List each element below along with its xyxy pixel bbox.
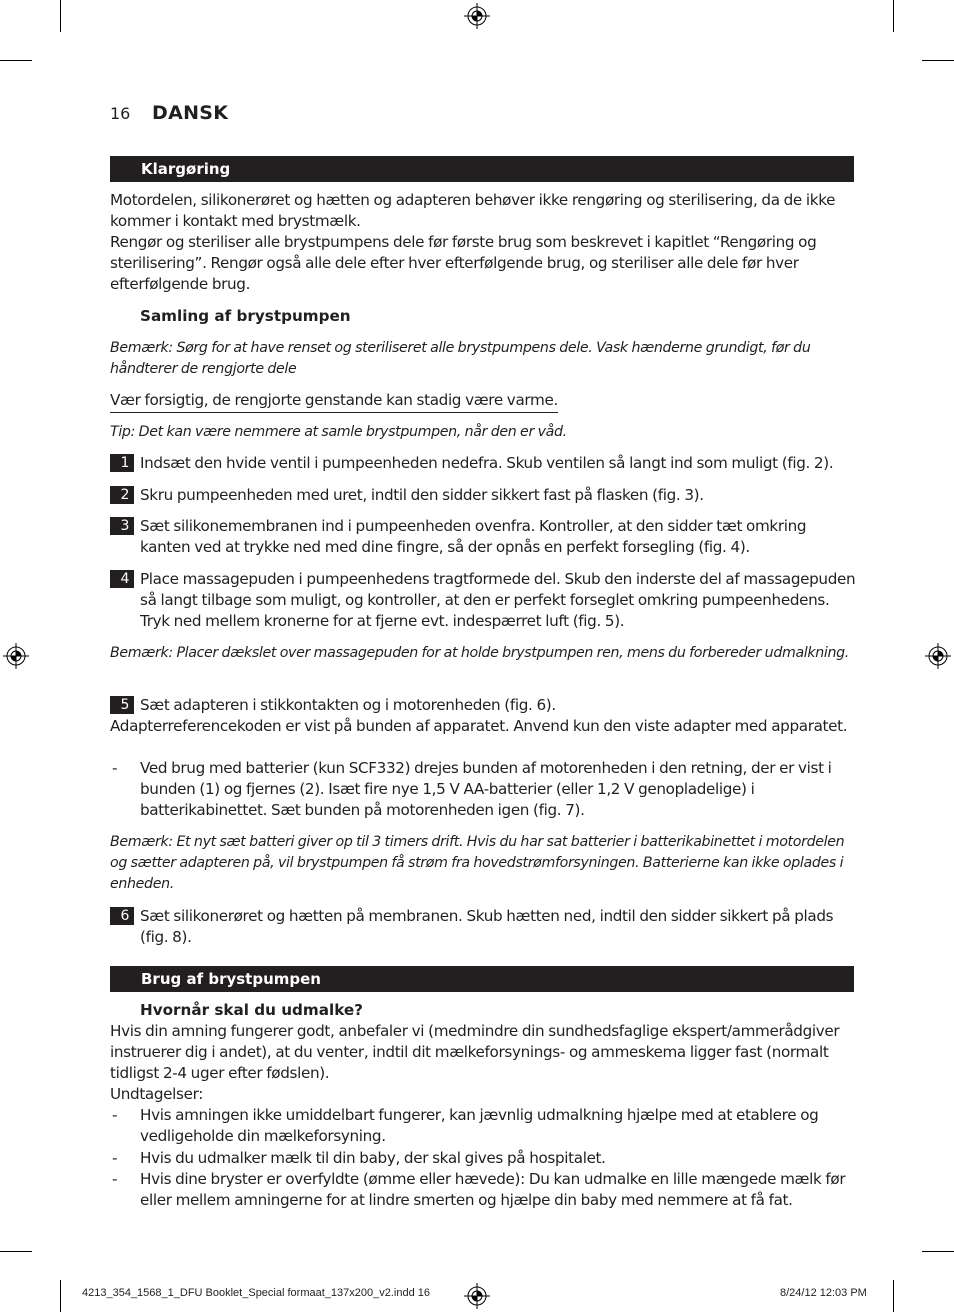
adapter-info: Adapterreferencekoden er vist på bunden af apparatet. Anvend kun den viste adapter med apparatet. (110, 717, 848, 735)
page-language-title: DANSK (152, 102, 229, 124)
list-item-text: Hvis dine bryster er overfyldte (ømme eller hævede): Du kan udmalke en lille mængede mælk før eller mellem amningerne for at lindre smerten og hjælpe din baby med nemmere at få fat. (140, 1170, 846, 1209)
step-number: 2 (110, 486, 134, 504)
list-item (110, 1105, 858, 1147)
bullet-dash: - (112, 759, 118, 777)
step-6 (110, 906, 858, 948)
when-paragraph: Hvis din amning fungerer godt, anbefaler vi (medmindre din sundhedsfaglige ekspert/ammerådgiver instruerer dig i andet), at du venter, indtil dit mælkeforsynings- og ammeskema ligger fast (normalt tidligst 2-4 uger efter fødslen). (110, 1022, 840, 1082)
footer-date: 8/24/12 12:03 PM (780, 1287, 867, 1299)
crop-mark (0, 1251, 32, 1252)
crop-mark (922, 1251, 954, 1252)
crop-mark (0, 60, 32, 61)
section-heading-klargoring: Klargøring (110, 156, 854, 182)
step-number: 1 (110, 454, 134, 472)
warning-hot-parts: Vær forsigtig, de rengjorte genstande kan stadig være varme. (110, 390, 558, 413)
step-text: Indsæt den hvide ventil i pumpeenheden nedefra. Skub ventilen så langt ind som muligt (fig. 2). (140, 454, 834, 472)
intro-paragraph: Motordelen, silikonerøret og hætten og adapteren behøver ikke rengøring og sterilisering, da de ikke kommer i kontakt med brystmælk. (110, 191, 836, 230)
list-item-batteries (110, 758, 858, 821)
crop-mark (893, 1280, 894, 1312)
section-heading-brug: Brug af brystpumpen (110, 966, 854, 992)
page-number: 16 (110, 104, 131, 123)
note-clean-parts: Bemærk: Sørg for at have renset og steriliseret alle brystpumpens dele. Vask hænderne grundigt, før du håndterer de rengjorte dele (110, 340, 811, 377)
registration-mark-icon (925, 643, 951, 669)
step-text: Sæt adapteren i stikkontakten og i motorenheden (fig. 6). (140, 696, 556, 714)
list-item-text: Hvis amningen ikke umiddelbart fungerer, kan jævnlig udmalkning hjælpe med at etablere og vedligeholde din mælkeforsyning. (140, 1106, 819, 1145)
step-text: Skru pumpeenheden med uret, indtil den sidder sikkert fast på flasken (fig. 3). (140, 486, 704, 504)
crop-mark (922, 60, 954, 61)
bullet-dash: - (112, 1170, 118, 1188)
subheading-when: Hvornår skal du udmalke? (140, 1001, 363, 1019)
registration-mark-icon (464, 1283, 490, 1309)
bullet-dash: - (112, 1149, 118, 1167)
step-text: Sæt silikonerøret og hætten på membranen. Skub hætten ned, indtil den sidder sikkert på plads (fig. 8). (140, 907, 834, 946)
subheading-assembly: Samling af brystpumpen (140, 307, 351, 325)
registration-mark-icon (464, 3, 490, 29)
bullet-dash: - (112, 1106, 118, 1124)
intro-paragraph-2: Rengør og steriliser alle brystpumpens dele før første brug som beskrevet i kapitlet “Rengøring og sterilisering”. Rengør også alle dele efter hver efterfølgende brug, og steriliser alle dele før hver efterfølgende brug. (110, 233, 817, 293)
exceptions-label: Undtagelser: (110, 1085, 203, 1103)
note-batteries: Bemærk: Et nyt sæt batteri giver op til 3 timers drift. Hvis du har sat batterier i batterikabinettet i motordelen og sætter adapteren på, vil brystpumpen få strøm fra hovedstrømforsyningen. Batterierne kan ikke oplades i enheden. (110, 834, 845, 892)
crop-mark (60, 0, 61, 32)
step-5 (110, 695, 858, 716)
step-number: 4 (110, 570, 134, 588)
list-item (110, 1169, 858, 1211)
step-3 (110, 516, 858, 558)
step-4 (110, 569, 858, 632)
step-number: 5 (110, 696, 134, 714)
step-number: 6 (110, 907, 134, 925)
tip-wet-assembly: Tip: Det kan være nemmere at samle brystpumpen, når den er våd. (110, 424, 567, 440)
note-cover: Bemærk: Placer dækslet over massagepuden for at holde brystpumpen ren, mens du forbereder udmalkning. (110, 645, 849, 661)
step-text: Place massagepuden i pumpeenhedens tragtformede del. Skub den inderste del af massagepuden så langt tilbage som muligt, og kontroller, at den er perfekt forseglet omkring pumpeenhedens. Tryk ned mellem kronerne for at fjerne evt. indespærret luft (fig. 5). (140, 570, 856, 630)
step-number: 3 (110, 517, 134, 535)
crop-mark (60, 1280, 61, 1312)
step-text: Sæt silikonemembranen ind i pumpeenheden ovenfra. Kontroller, at den sidder tæt omkring kanten ved at trykke ned med dine fingre, så der opnås en perfekt forsegling (fig. 4). (140, 517, 807, 556)
crop-mark (893, 0, 894, 32)
step-2 (110, 485, 858, 506)
registration-mark-icon (3, 643, 29, 669)
list-item-text: Hvis du udmalker mælk til din baby, der skal gives på hospitalet. (140, 1149, 606, 1167)
list-item-text: Ved brug med batterier (kun SCF332) drejes bunden af motorenheden i den retning, der er vist i bunden (1) og fjernes (2). Isæt fire nye 1,5 V AA-batterier (eller 1,2 V genopladelige) i batterikabinettet. Sæt bunden på motorenheden igen (fig. 7). (140, 759, 832, 819)
list-item (110, 1148, 858, 1169)
footer-filename: 4213_354_1568_1_DFU Booklet_Special formaat_137x200_v2.indd 16 (82, 1287, 430, 1299)
step-1 (110, 453, 858, 474)
